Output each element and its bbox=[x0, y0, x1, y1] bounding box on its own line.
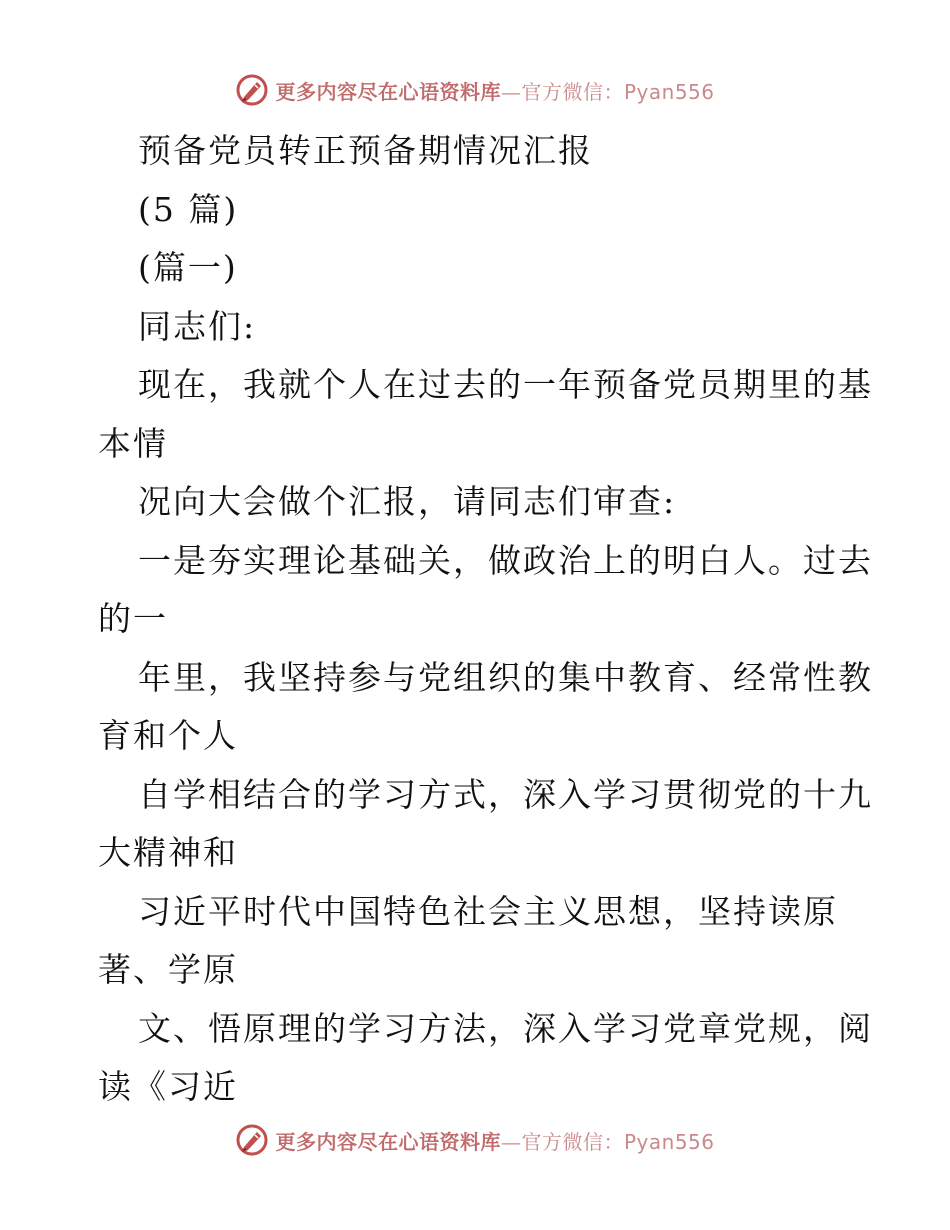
banner-wechat-label: 官方微信： bbox=[521, 1129, 624, 1154]
document-line: 习近平时代中国特色社会主义思想，坚持读原 bbox=[138, 891, 838, 931]
document-line: 读《习近 bbox=[98, 1067, 238, 1106]
document-line: 文、悟原理的学习方法，深入学习党章党规，阅 bbox=[138, 1008, 873, 1048]
header-banner-content bbox=[235, 73, 714, 107]
document-line: 大精神和 bbox=[98, 833, 238, 872]
header-banner bbox=[0, 68, 950, 112]
banner-wechat-label: 官方微信： bbox=[521, 79, 624, 104]
document-line: 育和个人 bbox=[98, 716, 238, 755]
banner-brand-text: 更多内容尽在心语资料库 bbox=[275, 1129, 501, 1154]
pen-nib-logo-icon bbox=[235, 73, 269, 107]
banner-wechat-id: Pyan556 bbox=[623, 79, 715, 104]
document-line: 著、学原 bbox=[98, 950, 238, 989]
banner-separator: — bbox=[500, 1129, 522, 1154]
document-line: 年里，我坚持参与党组织的集中教育、经常性教 bbox=[138, 657, 873, 697]
document-line: 的一 bbox=[98, 599, 168, 638]
document-line: (5 篇) bbox=[138, 189, 239, 229]
document-line: 一是夯实理论基础关，做政治上的明白人。过去 bbox=[138, 540, 873, 580]
pen-nib-logo-icon bbox=[235, 1123, 269, 1157]
document-line: 现在，我就个人在过去的一年预备党员期里的基 bbox=[138, 365, 873, 404]
document-line: (篇一) bbox=[138, 248, 238, 287]
document-body bbox=[98, 122, 873, 1117]
document-line: 自学相结合的学习方式，深入学习贯彻党的十九 bbox=[138, 774, 873, 814]
document-line: 况向大会做个汇报，请同志们审查: bbox=[138, 482, 677, 521]
document-line: 本情 bbox=[98, 423, 168, 463]
banner-wechat-id: Pyan556 bbox=[623, 1129, 715, 1154]
document-line: 预备党员转正预备期情况汇报 bbox=[138, 131, 593, 170]
banner-brand-text: 更多内容尽在心语资料库 bbox=[275, 79, 501, 104]
footer-banner-content bbox=[235, 1123, 714, 1157]
footer-banner bbox=[0, 1118, 950, 1162]
document-line: 同志们: bbox=[138, 306, 257, 346]
banner-separator: — bbox=[500, 79, 522, 104]
